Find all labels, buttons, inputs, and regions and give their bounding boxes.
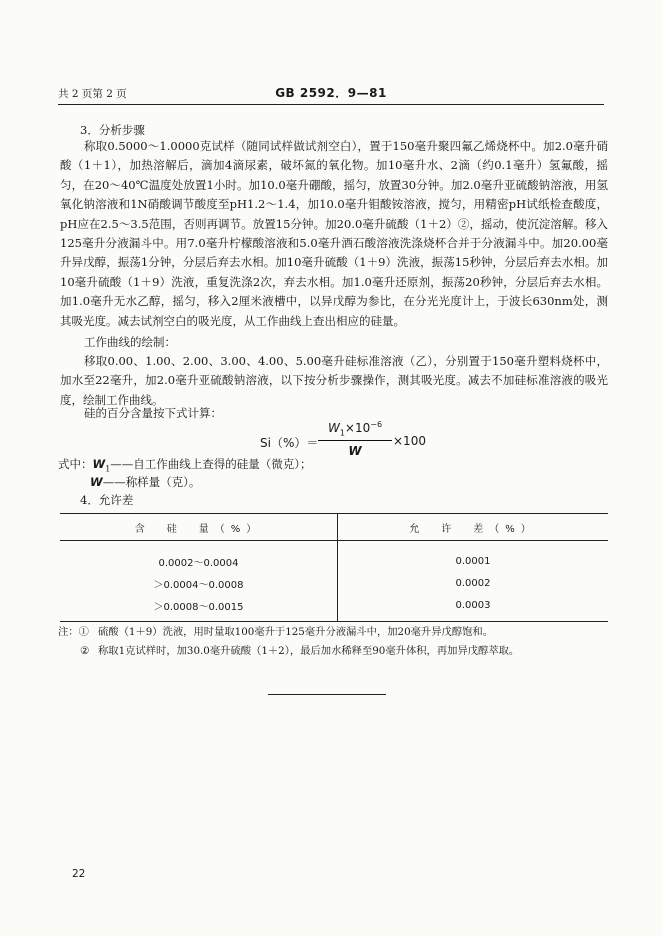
footnote-1 bbox=[58, 623, 519, 642]
section-3-title: 3．分析步骤 bbox=[80, 123, 145, 137]
footnote-1-marker: 注：① bbox=[58, 626, 89, 638]
footnote-2 bbox=[58, 642, 519, 661]
page-number: 22 bbox=[72, 868, 86, 880]
header-rule bbox=[58, 104, 604, 105]
column-header-silicon-content: 含 硅 量（%） bbox=[60, 514, 338, 541]
curve-text bbox=[60, 352, 608, 410]
footnotes bbox=[58, 623, 519, 661]
calc-intro: 硅的百分含量按下式计算： bbox=[84, 406, 222, 420]
tolerance-cell: 0.0002 bbox=[455, 577, 491, 589]
table-header-row bbox=[60, 514, 608, 541]
silicon-range-cell: 0.0002～0.0004 bbox=[60, 541, 338, 573]
end-rule bbox=[268, 694, 386, 695]
footnote-2-text: 称取1克试样时，加30.0毫升硫酸（1＋2），最后加水稀释至90毫升体积，再加异戊醇萃取。 bbox=[98, 645, 520, 657]
standard-number: GB 2592．9—81 bbox=[275, 86, 387, 100]
curve-title: 工作曲线的绘制： bbox=[84, 335, 176, 349]
table-row bbox=[60, 541, 608, 573]
analysis-procedure-text bbox=[60, 137, 608, 331]
table-row bbox=[60, 594, 608, 622]
column-header-tolerance: 允 许 差（%） bbox=[338, 514, 609, 541]
section-4-title: 4．允许差 bbox=[80, 493, 134, 507]
silicon-range-cell: ＞0.0004～0.0008 bbox=[60, 572, 338, 594]
where-line-1: 式中：$W_1——$自工作曲线上查得的硅量（微克）； bbox=[58, 457, 312, 474]
fraction-bar bbox=[318, 440, 392, 441]
tolerance-table bbox=[60, 513, 608, 622]
formula-numerator: $W_1\times 10^{-6}$ bbox=[327, 420, 383, 438]
tolerance-cell: 0.0003 bbox=[338, 594, 609, 622]
curve-paragraph: 移取0.00、1.00、2.00、3.00、4.00、5.00毫升硅标准溶液（乙），分别置于150毫升塑料烧杯中，加水至22毫升，加2.0毫升亚硫酸钠溶液，以下按分析步骤操作，测其吸光度。减去不加硅标准溶液的吸光度，绘制工作曲线。 bbox=[60, 354, 608, 407]
silicon-range-cell: ＞0.0008～0.0015 bbox=[60, 594, 338, 622]
where-line-2: W——称样量（克）。 bbox=[90, 475, 201, 489]
page-count-label: 共 2 页第 2 页 bbox=[58, 88, 127, 100]
analysis-procedure-paragraph: 称取0.5000～1.0000克试样（随同试样做试剂空白），置于150毫升聚四氟乙烯烧杯中。加2.0毫升硝酸（1＋1），加热溶解后，滴加4滴尿素，破坏氮的氧化物。加10毫升水、2滴（约0.1毫升）氢氟酸，摇匀，在20～40℃温度处放置1小时。加10.0毫升硼酸，摇匀，放置30分钟。加2.0毫升亚硫酸钠溶液，用氢氧化钠溶液和1N硝酸调节酸度至pH1.2～1.4，加10.0毫升钼酸铵溶液，搅匀，用精密pH试纸检查酸度，pH应在2.5～3.5范围，否则再调节。放置15分钟。加20.0毫升硫酸（1＋2）②，摇动，使沉淀溶解。移入125毫升分液漏斗中。用7.0毫升柠檬酸溶液和5.0毫升酒石酸溶液洗涤烧杯合并于分液漏斗中。加20.00毫升异戊醇，振荡1分钟，分层后弃去水相。加10毫升硫酸（1＋9）洗液，振荡15秒钟，分层后弃去水相。加10毫升硫酸（1＋9）洗液，重复洗涤2次，弃去水相。加1.0毫升还原剂，振荡20秒钟，分层后弃去水相。加1.0毫升无水乙醇，摇匀，移入2厘米液槽中，以异戊醇为参比，在分光光度计上，于波长630nm处，测其吸光度。减去试剂空白的吸光度，从工作曲线上查出相应的硅量。 bbox=[60, 139, 608, 328]
formula-lhs: Si（%）＝ bbox=[260, 436, 319, 450]
tolerance-cell: 0.0001 bbox=[455, 555, 491, 567]
formula-multiplier: ×100 bbox=[393, 434, 426, 448]
footnote-1-text: 硫酸（1＋9）洗液，用时量取100毫升于125毫升分液漏斗中，加20毫升异戊醇饱和。 bbox=[98, 626, 494, 638]
footnote-2-marker: ② bbox=[80, 645, 90, 657]
table-row bbox=[60, 572, 608, 594]
formula-denominator: W bbox=[348, 444, 362, 458]
